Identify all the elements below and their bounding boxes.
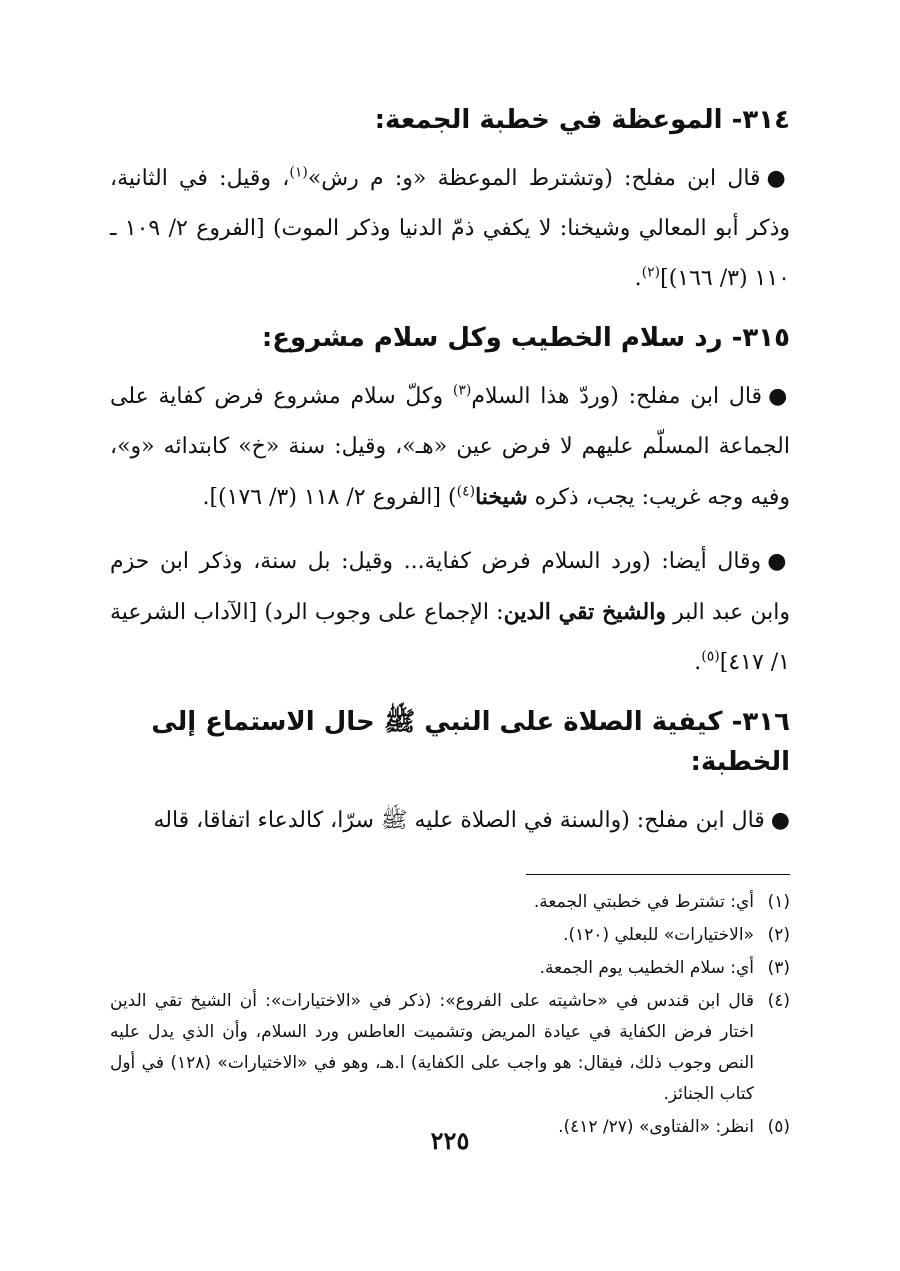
bullet-icon: ● xyxy=(770,808,790,833)
footnote xyxy=(110,986,790,1110)
page-body xyxy=(110,100,790,1145)
paragraph xyxy=(110,154,790,304)
footnote-ref: (١) xyxy=(289,164,308,181)
footnote-ref: (٤) xyxy=(456,483,476,500)
footnote-divider xyxy=(526,874,790,875)
bullet-icon: ● xyxy=(767,549,790,574)
footnotes xyxy=(110,887,790,1143)
text-span: . xyxy=(694,650,702,675)
section xyxy=(110,100,790,304)
text-span: ، وقيل: في الثانية، وذكر أبو المعالي وشيخنا: لا يكفي ذمّ الدنيا وذكر الموت) [الفروع ٢/ ١٠٩ ـ ١١٠ (٣/ ١٦٦)] xyxy=(110,166,790,291)
bullet-icon: ● xyxy=(766,166,790,191)
footnote-number: (٥) xyxy=(767,1117,790,1137)
text-span: قال ابن مفلح: (والسنة في الصلاة عليه ﷺ سرّا، كالدعاء اتفاقا، قاله xyxy=(153,808,765,833)
sections xyxy=(110,100,790,846)
footnote-text: أي: سلام الخطيب يوم الجمعة. xyxy=(539,958,754,978)
footnote xyxy=(110,953,790,984)
section-heading: ٣١٦- كيفية الصلاة على النبي ﷺ حال الاستماع إلى الخطبة: xyxy=(151,707,790,777)
section xyxy=(110,702,790,846)
footnote xyxy=(110,887,790,918)
footnote-ref: (٣) xyxy=(452,382,472,399)
text-span: قال ابن مفلح: (وتشترط الموعظة «و: م رش» xyxy=(307,166,761,191)
paragraph xyxy=(110,372,790,523)
paragraph xyxy=(110,537,790,688)
paragraph xyxy=(110,796,790,846)
text-span: وقال أيضا: (ورد السلام فرض كفاية... وقيل: بل سنة، وذكر ابن حزم وابن عبد البر xyxy=(110,549,790,625)
footnote-text: قال ابن قندس في «حاشيته على الفروع»: (ذكر في «الاختيارات»: أن الشيخ تقي الدين اختار فرض الكفاية في عيادة المريض وتشميت العاطس ورد السلام، وأن الذي يدل عليه النص وجوب ذلك، فيقال: هو واجب على الكفاية) ا.هـ، وهو في «الاختيارات» (١٢٨) في أول كتاب الجنائز. xyxy=(110,991,754,1104)
text-span: . xyxy=(634,266,642,291)
footnote-ref: (٥) xyxy=(701,648,720,665)
footnote xyxy=(110,920,790,951)
footnote-text: أي: تشترط في خطبتي الجمعة. xyxy=(533,892,754,912)
text-span: وكلّ سلام مشروع فرض كفاية على الجماعة المسلّم عليهم لا فرض عين «هـ»، وقيل: سنة «خ» كابتدائه «و»، وفيه وجه غريب: يجب، ذكره xyxy=(110,384,790,510)
footnote-number: (٣) xyxy=(767,958,790,978)
footnote-number: (٢) xyxy=(767,925,790,945)
bold-span: شيخنا xyxy=(475,484,528,510)
section-heading: ٣١٥- رد سلام الخطيب وكل سلام مشروع: xyxy=(261,323,790,353)
footnote-number: (١) xyxy=(767,892,790,912)
text-span: ) [الفروع ٢/ ١١٨ (٣/ ١٧٦)]. xyxy=(202,485,457,510)
section-heading: ٣١٤- الموعظة في خطبة الجمعة: xyxy=(374,105,790,135)
section xyxy=(110,318,790,688)
footnote-text: «الاختيارات» للبعلي (١٢٠). xyxy=(563,925,754,945)
text-span: قال ابن مفلح: (وردّ هذا السلام xyxy=(471,384,763,409)
footnote-ref: (٢) xyxy=(641,264,661,281)
page-number: ٢٢٥ xyxy=(430,1126,470,1155)
text-span: : الإجماع على وجوب الرد) [الآداب الشرعية ١/ ٤١٧] xyxy=(110,600,790,675)
footnote-number: (٤) xyxy=(767,991,790,1011)
bullet-icon: ● xyxy=(768,384,790,409)
footnote-text: انظر: «الفتاوى» (٢٧/ ٤١٢). xyxy=(558,1117,754,1137)
bold-span: والشيخ تقي الدين xyxy=(503,599,666,625)
